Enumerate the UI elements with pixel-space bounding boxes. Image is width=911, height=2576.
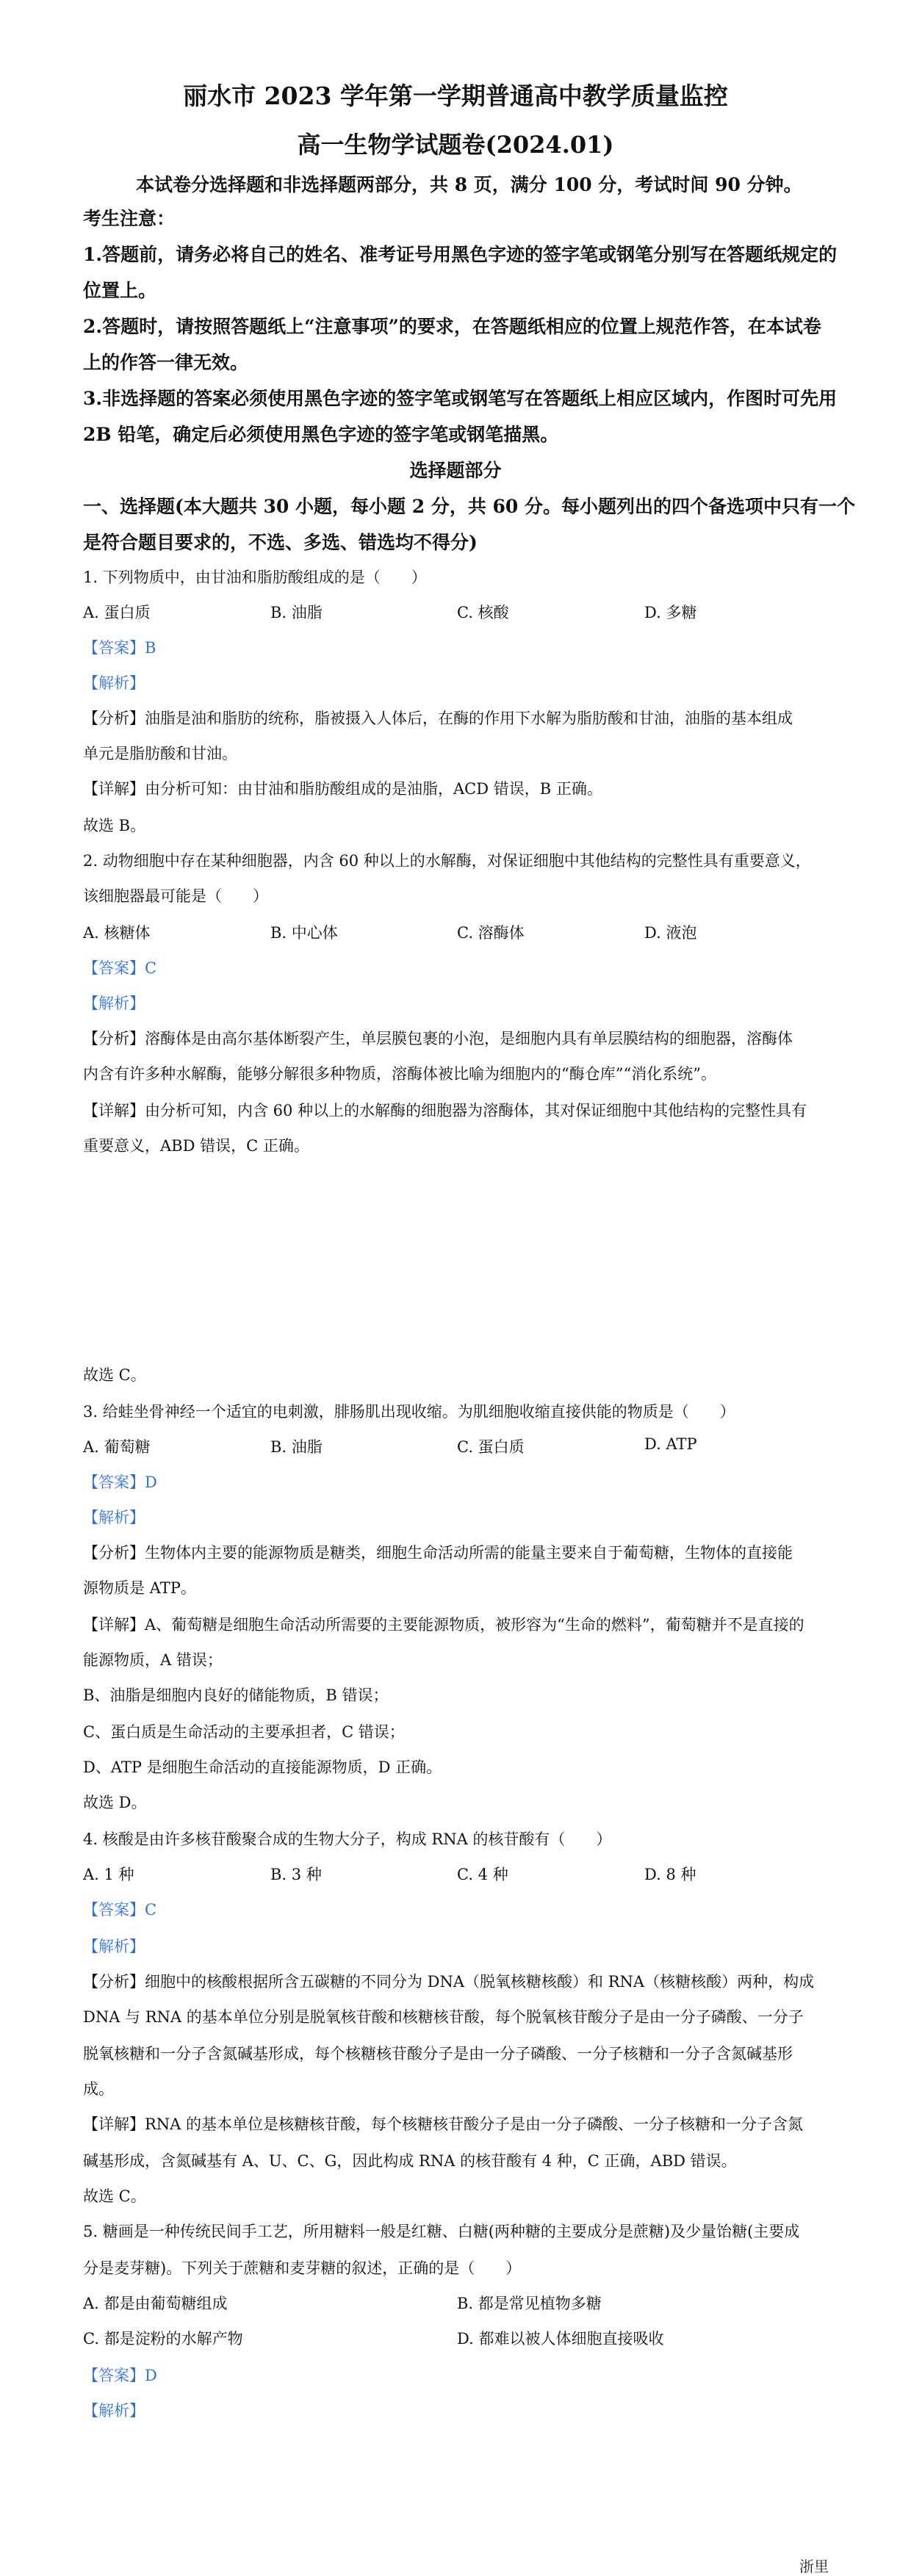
q4-conclusion: 故选 C。: [83, 2187, 146, 2205]
q3-answer: 【答案】D: [83, 1473, 157, 1491]
q3-option-c: C. 蛋白质: [457, 1438, 525, 1456]
q2-fenxi-2: 内含有许多种水解酶，能够分解很多种物质，溶酶体被比喻为细胞内的“酶仓库”“消化系统”。: [83, 1065, 716, 1083]
q2-option-d: D. 液泡: [644, 924, 697, 942]
q3-detail-1: 【详解】A、葡萄糖是细胞生命活动所需要的主要能源物质，被形容为“生命的燃料”，葡萄糖并不是直接的: [83, 1616, 804, 1634]
q4-option-d: D. 8 种: [644, 1866, 696, 1883]
q5-stem-2: 分是麦芽糖)。下列关于蔗糖和麦芽糖的叙述，正确的是（ ）: [83, 2259, 522, 2277]
q2-conclusion: 故选 C。: [83, 1366, 146, 1384]
q2-detail-2: 重要意义，ABD 错误，C 正确。: [83, 1137, 309, 1155]
q4-fenxi-1: 【分析】细胞中的核酸根据所含五碳糖的不同分为 DNA（脱氧核糖核酸）和 RNA（核糖核酸）两种，构成: [83, 1973, 815, 1991]
q2-answer: 【答案】C: [83, 959, 157, 977]
q1-fenxi-2: 单元是脂肪酸和甘油。: [83, 745, 237, 762]
q4-detail-2: 碱基形成，含氮碱基有 A、U、C、G，因此构成 RNA 的核苷酸有 4 种，C 正确，ABD 错误。: [83, 2152, 737, 2170]
notice-1b: 位置上。: [83, 280, 157, 301]
notice-heading: 考生注意：: [83, 208, 176, 229]
q4-fenxi-4: 成。: [83, 2080, 114, 2098]
q1-option-d: D. 多糖: [644, 604, 697, 621]
intro-note: 本试卷分选择题和非选择题两部分，共 8 页，满分 100 分，考试时间 90 分钟。: [136, 174, 802, 195]
notice-3b: 2B 铅笔，确定后必须使用黑色字迹的签字笔或钢笔描黑。: [83, 424, 559, 445]
q1-analysis-tag: 【解析】: [83, 674, 145, 692]
q4-option-b: B. 3 种: [270, 1866, 322, 1883]
section-intro-a: 一、选择题(本大题共 30 小题，每小题 2 分，共 60 分。每小题列出的四个备选项中只有一个: [83, 496, 856, 517]
q1-option-b: B. 油脂: [270, 604, 323, 621]
section-title: 选择题部分: [409, 460, 502, 481]
q3-detail-5: D、ATP 是细胞生命活动的直接能源物质，D 正确。: [83, 1758, 442, 1776]
q4-fenxi-2: DNA 与 RNA 的基本单位分别是脱氧核苷酸和核糖核苷酸，每个脱氧核苷酸分子是由一分子磷酸、一分子: [83, 2008, 804, 2026]
q4-fenxi-3: 脱氧核糖和一分子含氮碱基形成，每个核糖核苷酸分子是由一分子磷酸、一分子核糖和一分子含氮碱基形: [83, 2045, 793, 2063]
notice-2a: 2.答题时，请按照答题纸上“注意事项”的要求，在答题纸相应的位置上规范作答，在本试卷: [83, 316, 821, 337]
notice-2b: 上的作答一律无效。: [83, 352, 249, 373]
q5-analysis-tag: 【解析】: [83, 2402, 145, 2420]
q3-stem: 3. 给蛙坐骨神经一个适宜的电刺激，腓肠肌出现收缩。为肌细胞收缩直接供能的物质是（ ）: [83, 1403, 735, 1421]
q1-option-c: C. 核酸: [457, 604, 509, 621]
q5-stem-1: 5. 糖画是一种传统民间手工艺，所用糖料一般是红糖、白糖(两种糖的主要成分是蔗糖)及少量饴糖(主要成: [83, 2223, 800, 2240]
q3-analysis-tag: 【解析】: [83, 1509, 145, 1526]
q1-stem: 1. 下列物质中，由甘油和脂肪酸组成的是（ ）: [83, 569, 427, 586]
q3-fenxi-1: 【分析】生物体内主要的能源物质是糖类，细胞生命活动所需的能量主要来自于葡萄糖，生物体的直接能: [83, 1544, 793, 1562]
q1-fenxi-1: 【分析】油脂是油和脂肪的统称，脂被摄入人体后，在酶的作用下水解为脂肪酸和甘油，油脂的基本组成: [83, 710, 793, 727]
q3-detail-3: B、油脂是细胞内良好的储能物质，B 错误；: [83, 1686, 389, 1704]
section-intro-b: 是符合题目要求的，不选、多选、错选均不得分): [83, 532, 478, 553]
q3-detail-4: C、蛋白质是生命活动的主要承担者，C 错误；: [83, 1723, 405, 1741]
q1-option-a: A. 蛋白质: [83, 604, 151, 621]
q2-analysis-tag: 【解析】: [83, 995, 145, 1012]
notice-1a: 1.答题前，请务必将自己的姓名、准考证号用黑色字迹的签字笔或钢笔分别写在答题纸规定的: [83, 244, 838, 265]
q1-detail-1: 【详解】由分析可知：由甘油和脂肪酸组成的是油脂，ACD 错误，B 正确。: [83, 780, 602, 798]
q4-answer: 【答案】C: [83, 1901, 157, 1919]
page-footer: 浙里: [799, 2558, 829, 2575]
q4-analysis-tag: 【解析】: [83, 1938, 145, 1955]
q5-answer: 【答案】D: [83, 2367, 157, 2384]
q2-detail-1: 【详解】由分析可知，内含 60 种以上的水解酶的细胞器为溶酶体，其对保证细胞中其他结构的完整性具有: [83, 1102, 807, 1119]
notice-3a: 3.非选择题的答案必须使用黑色字迹的签字笔或钢笔写在答题纸上相应区域内，作图时可先用: [83, 388, 838, 409]
q4-option-a: A. 1 种: [83, 1866, 134, 1883]
q3-conclusion: 故选 D。: [83, 1794, 147, 1811]
q3-fenxi-2: 源物质是 ATP。: [83, 1579, 196, 1597]
q5-option-d: D. 都难以被人体细胞直接吸收: [457, 2330, 664, 2348]
q5-option-a: A. 都是由葡萄糖组成: [83, 2295, 228, 2312]
q2-option-c: C. 溶酶体: [457, 924, 525, 942]
exam-subtitle: 高一生物学试题卷(2024.01): [297, 131, 614, 159]
q2-option-a: A. 核糖体: [83, 924, 151, 942]
q3-option-b: B. 油脂: [270, 1438, 323, 1456]
q3-detail-2: 能源物质，A 错误；: [83, 1651, 223, 1669]
exam-title: 丽水市 2023 学年第一学期普通高中教学质量监控: [183, 82, 728, 110]
q2-stem-1: 2. 动物细胞中存在某种细胞器，内含 60 种以上的水解酶，对保证细胞中其他结构的完整性具有重要意义，: [83, 852, 811, 870]
q2-fenxi-1: 【分析】溶酶体是由高尔基体断裂产生，单层膜包裹的小泡，是细胞内具有单层膜结构的细胞器，溶酶体: [83, 1030, 793, 1047]
q5-option-b: B. 都是常见植物多糖: [457, 2295, 602, 2312]
q4-detail-1: 【详解】RNA 的基本单位是核糖核苷酸，每个核糖核苷酸分子是由一分子磷酸、一分子核糖和一分子含氮: [83, 2115, 804, 2133]
q4-stem: 4. 核酸是由许多核苷酸聚合成的生物大分子，构成 RNA 的核苷酸有（ ）: [83, 1830, 612, 1848]
q4-option-c: C. 4 种: [457, 1866, 508, 1883]
q1-answer: 【答案】B: [83, 639, 156, 657]
q3-option-a: A. 葡萄糖: [83, 1438, 151, 1456]
q5-option-c: C. 都是淀粉的水解产物: [83, 2330, 243, 2348]
q1-conclusion: 故选 B。: [83, 817, 146, 834]
q2-option-b: B. 中心体: [270, 924, 338, 942]
q3-option-d: D. ATP: [644, 1435, 697, 1453]
q2-stem-2: 该细胞器最可能是（ ）: [83, 887, 268, 905]
